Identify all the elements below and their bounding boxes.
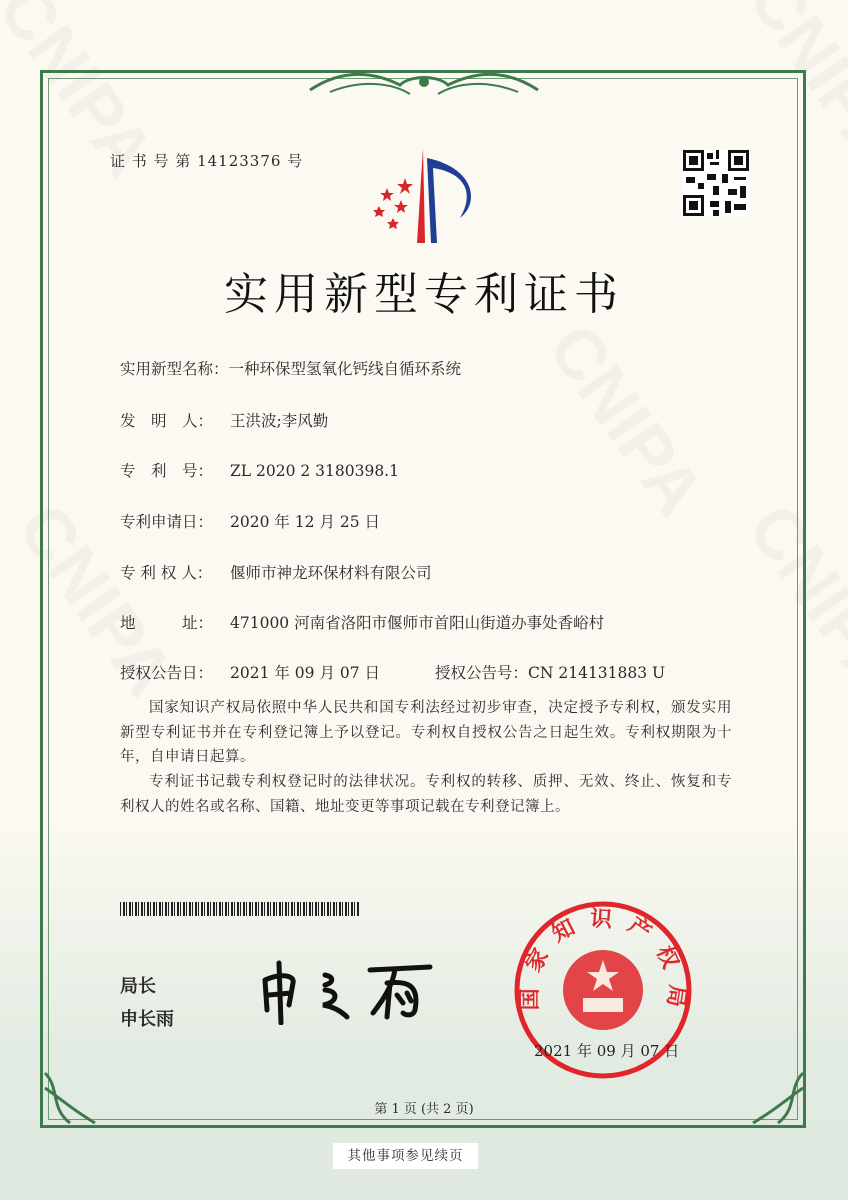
field-value: 偃师市神龙环保材料有限公司 — [230, 564, 432, 582]
field-value: 一种环保型氢氧化钙线自循环系统 — [228, 360, 462, 378]
field-value: 2020 年 12 月 25 日 — [230, 513, 381, 531]
field-label: 专利申请日： — [120, 513, 214, 531]
field-label: 地 址： — [120, 614, 214, 632]
field-label: 专 利 权 人： — [120, 564, 213, 582]
seal-text: 国家知识产权局 — [517, 906, 690, 1023]
field-label: 专 利 号： — [120, 462, 214, 480]
continuation-note: 其他事项参见续页 — [333, 1143, 478, 1169]
cnipa-logo-icon — [365, 148, 495, 248]
field-announcement-number — [435, 661, 665, 683]
barcode — [120, 902, 360, 916]
field-application-date — [120, 510, 380, 532]
field-label: 发 明 人： — [120, 412, 214, 430]
field-value: 471000 河南省洛阳市偃师市首阳山街道办事处香峪村 — [230, 614, 605, 632]
director-name: 申长雨 — [120, 1009, 174, 1030]
certificate-number: 证 书 号 第 14123376 号 — [110, 152, 304, 170]
field-patentee — [120, 561, 432, 583]
seal-date: 2021 年 09 月 07 日 — [534, 1042, 680, 1060]
field-inventors — [120, 409, 328, 431]
field-label: 授权公告日： — [120, 664, 214, 682]
field-value: ZL 2020 2 3180398.1 — [230, 462, 399, 480]
field-grant-date — [120, 661, 380, 683]
field-patent-number — [120, 459, 399, 481]
director-title: 局长 — [120, 976, 156, 997]
field-value: CN 214131883 U — [528, 664, 666, 682]
page-indicator: 第 1 页 (共 2 页) — [374, 1102, 474, 1117]
legal-status-statement: 专利证书记载专利权登记时的法律状况。专利权的转移、质押、无效、终止、恢复和专利权人的姓名或名称、国籍、地址变更等事项记载在专利登记簿上。 — [120, 774, 732, 815]
field-label: 实用新型名称： — [120, 360, 229, 378]
field-value: 王洪波;李风勤 — [230, 412, 329, 430]
grant-statement: 国家知识产权局依照中华人民共和国专利法经过初步审查，决定授予专利权，颁发实用新型专利证书并在专利登记簿上予以登记。专利权自授权公告之日起生效。专利权期限为十年，自申请日起算。 — [120, 700, 732, 765]
top-ornament-icon — [300, 70, 548, 100]
field-utility-model-name — [120, 357, 461, 379]
field-value: 2021 年 09 月 07 日 — [230, 664, 381, 682]
field-address — [120, 611, 604, 633]
director-signature — [255, 955, 440, 1025]
field-label: 授权公告号： — [435, 664, 529, 682]
qr-code-icon — [683, 150, 749, 216]
certificate-title: 实用新型专利证书 — [224, 269, 624, 320]
